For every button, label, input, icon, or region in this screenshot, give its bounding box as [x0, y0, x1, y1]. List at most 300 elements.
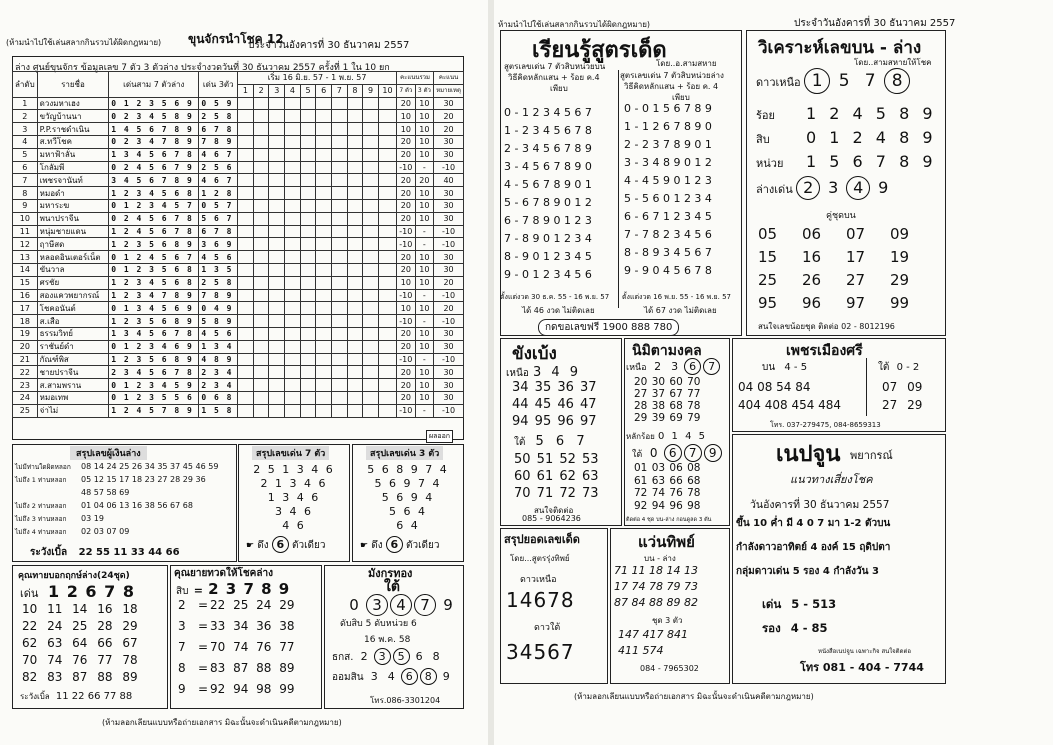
row-no: 9 — [13, 199, 38, 212]
row-c: 30 — [434, 340, 464, 353]
row-range-cell — [332, 161, 348, 174]
row-b: 10 — [415, 340, 434, 353]
row-range-cell — [300, 353, 316, 366]
row-range-cell — [269, 97, 285, 110]
nimit-top — [626, 358, 722, 375]
s7-line: 3 4 6 — [275, 505, 313, 518]
row-range-cell — [332, 123, 348, 136]
row-range-cell — [378, 199, 396, 212]
khangbeng-rows2 — [514, 452, 599, 503]
row-range-cell — [269, 391, 285, 404]
formula-left-row: 7 - 8 9 0 1 2 3 4 — [504, 232, 592, 245]
row-name: ศรชัย — [37, 276, 109, 289]
row-b: 10 — [415, 276, 434, 289]
range-col-9: 9 — [363, 84, 379, 97]
row-seven: 0 1 2 4 5 6 7 — [109, 251, 199, 264]
row-b: - — [415, 238, 434, 251]
row-range-cell — [269, 238, 285, 251]
row-range-cell — [363, 97, 379, 110]
row-three: 0 4 9 — [199, 302, 238, 315]
formula-right-foot2: ได้ 67 งวด ไม่ติดเลย — [644, 306, 717, 315]
row-range-cell — [253, 225, 269, 238]
row-range-cell — [363, 135, 379, 148]
prophecy-three-r2 — [332, 668, 456, 685]
row-b: 10 — [415, 302, 434, 315]
row-range-cell — [378, 238, 396, 251]
row-range-cell — [332, 353, 348, 366]
row-b: - — [415, 353, 434, 366]
pair: 99 — [890, 294, 910, 312]
row-a: 20 — [397, 379, 416, 392]
row-range-cell — [285, 135, 301, 148]
table-row — [13, 110, 464, 123]
prophecy-three-digits — [344, 594, 460, 616]
table-row — [13, 276, 464, 289]
row-a: 10 — [397, 276, 416, 289]
right-page — [494, 0, 1053, 745]
row-range-cell — [238, 340, 254, 353]
nimit-rows2 — [634, 462, 700, 512]
analysis-title: วิเคราะห์เลขบน - ล่าง — [758, 38, 922, 58]
formula-left-row: 1 - 2 3 4 5 6 7 8 — [504, 124, 592, 137]
row-range-cell — [300, 199, 316, 212]
s3-line: 5 6 4 — [389, 505, 427, 518]
s3-line: 6 4 — [396, 519, 420, 532]
row-range-cell — [300, 289, 316, 302]
row-range-cell — [285, 353, 301, 366]
row-range-cell — [316, 327, 332, 340]
row-b: 10 — [415, 97, 434, 110]
analysis-author: โดย..สามสหายให้โชค — [854, 58, 932, 67]
row-range-cell — [285, 289, 301, 302]
row-range-cell — [238, 174, 254, 187]
pair: 15 — [758, 248, 778, 266]
table-row — [13, 404, 464, 417]
nimit-row: 27 37 67 77 — [634, 388, 701, 400]
brand-title: ขุนจักรนำโชค 12 — [188, 32, 284, 46]
row-three: 7 8 9 — [199, 135, 238, 148]
summary-lines — [15, 462, 235, 540]
row-range-cell — [332, 187, 348, 200]
row-range-cell — [378, 263, 396, 276]
row-range-cell — [363, 161, 379, 174]
row-range-cell — [285, 97, 301, 110]
row-a: 20 — [397, 135, 416, 148]
analysis-row0 — [756, 68, 912, 94]
row-range-cell — [253, 135, 269, 148]
row-range-cell — [285, 391, 301, 404]
row-name: กัณฑ์พิส — [37, 353, 109, 366]
table-row — [13, 302, 464, 315]
pair: 95 — [758, 294, 778, 312]
row-three: 1 3 5 — [199, 263, 238, 276]
row-range-cell — [253, 315, 269, 328]
row-c: 20 — [434, 302, 464, 315]
row-no: 13 — [13, 251, 38, 264]
row-seven: 1 2 3 5 6 8 9 — [109, 238, 199, 251]
row-c: -10 — [434, 238, 464, 251]
row-b: 10 — [415, 187, 434, 200]
summary-three-lines — [352, 463, 464, 533]
pair: 07 — [846, 225, 866, 243]
analysis-pairs — [758, 224, 934, 316]
analysis-pairs-row — [758, 270, 934, 293]
row-range-cell — [253, 302, 269, 315]
nimit-low — [632, 444, 724, 462]
row-c: -10 — [434, 289, 464, 302]
prophecy-two-main — [176, 580, 290, 599]
nimit-row2: 61 63 66 68 — [634, 474, 701, 487]
row-range-cell — [238, 199, 254, 212]
col-three: เด่น 3ตัว — [199, 72, 238, 98]
range-col-6: 6 — [316, 84, 332, 97]
row-no: 14 — [13, 263, 38, 276]
row-seven: 1 2 3 4 5 6 8 — [109, 187, 199, 200]
row-a: -10 — [397, 225, 416, 238]
neptune-date: วันอังคารที่ 30 ธันวาคม 2557 — [750, 499, 890, 511]
row-b: - — [415, 161, 434, 174]
nimit-row: 29 39 69 79 — [634, 412, 701, 424]
row-range-cell — [253, 379, 269, 392]
col-range: เริ่ม 16 มิ.ย. 57 - 1 พ.ย. 57 — [238, 72, 397, 85]
neptune-phone: โทร 081 - 404 - 7744 — [800, 661, 924, 674]
row-range-cell — [316, 251, 332, 264]
p2-row-key: 7 — [178, 640, 186, 654]
analysis-row-values: 1 5 6 7 8 9 — [806, 152, 937, 171]
row-range-cell — [363, 199, 379, 212]
range-col-1: 1 — [238, 84, 254, 97]
row-range-cell — [253, 404, 269, 417]
table-row — [13, 135, 464, 148]
row-name: หมอดำ — [37, 187, 109, 200]
digit: 4 — [387, 670, 395, 683]
s7-pick-digit: 6 — [272, 536, 289, 553]
table-row — [13, 263, 464, 276]
row-range-cell — [238, 404, 254, 417]
p2-row-eq: = — [198, 682, 209, 696]
row-range-cell — [347, 391, 363, 404]
row-a: 20 — [397, 148, 416, 161]
row-range-cell — [285, 110, 301, 123]
p2-main-values: 2 3 7 8 9 — [208, 580, 291, 598]
row-name: จ่าไม่ — [37, 404, 109, 417]
row-a: -10 — [397, 238, 416, 251]
summary-line-label: ไม่มีท่านใดผิดหลอก — [15, 463, 71, 471]
row-range-cell — [253, 276, 269, 289]
row-range-cell — [285, 315, 301, 328]
row-range-cell — [269, 212, 285, 225]
row-range-cell — [300, 187, 316, 200]
row-range-cell — [285, 174, 301, 187]
row-range-cell — [332, 289, 348, 302]
p3-r1-label: ธกส. — [332, 652, 354, 663]
score-table-header: ล่าง ศูนย์ขุนจักร ข้อมูลเลข 7 ตัว 3 ตัวล่าง ประจำงวดวันที่ 30 ธันวาคม 2557 ครั้งที่ 1 ใน 10 ยก — [15, 63, 390, 73]
digit: 7 — [684, 444, 702, 462]
formula-right-row: 7 - 7 8 2 3 4 5 6 — [624, 228, 712, 241]
row-three: 4 6 7 — [199, 174, 238, 187]
row-b: 10 — [415, 391, 434, 404]
nimit-mid — [626, 430, 707, 443]
score-table — [12, 71, 464, 418]
summary-hot-label: ระวังเบิ้ล — [30, 547, 68, 558]
range-col-2: 2 — [253, 84, 269, 97]
row-c: 30 — [434, 327, 464, 340]
row-range-cell — [269, 110, 285, 123]
row-name: หลอดอินเตอร์เน็ต — [37, 251, 109, 264]
row-range-cell — [316, 123, 332, 136]
row-range-cell — [378, 135, 396, 148]
row-b: 10 — [415, 148, 434, 161]
summary-line — [15, 488, 235, 501]
row-range-cell — [285, 251, 301, 264]
row-seven: 0 1 2 3 5 6 9 — [109, 97, 199, 110]
row-range-cell — [300, 225, 316, 238]
row-range-cell — [253, 327, 269, 340]
prophecy-one-main — [20, 582, 135, 602]
row-no: 25 — [13, 404, 38, 417]
row-range-cell — [300, 404, 316, 417]
p2-row — [178, 682, 295, 703]
row-name: มหาระฆ — [37, 199, 109, 212]
summary-line-label: ไม่ถึง 3 ท่านหลอก — [15, 515, 67, 523]
formula-divider — [618, 70, 619, 308]
formula-right-row: 2 - 2 3 7 8 9 0 1 — [624, 138, 712, 151]
table-row — [13, 174, 464, 187]
row-range-cell — [285, 366, 301, 379]
digit: 2 — [654, 360, 662, 373]
row-range-cell — [378, 187, 396, 200]
row-range-cell — [316, 340, 332, 353]
formula-right-row: 6 - 6 7 1 2 3 4 5 — [624, 210, 712, 223]
row-name: สองแควพยากรณ์ — [37, 289, 109, 302]
analysis-row-values: 0 1 2 4 8 9 — [806, 128, 937, 147]
neptune-note: หนังสือเนปจูน เฉพาะกิจ สนใจติดต่อ — [818, 648, 911, 655]
p2-main-label: สิบ — [176, 586, 189, 597]
row-range-cell — [347, 148, 363, 161]
summary-line-value: 05 12 15 17 18 23 27 28 29 36 — [81, 475, 206, 484]
digit: 3 — [374, 648, 391, 665]
row-range-cell — [269, 148, 285, 161]
p3-r2-digits — [367, 672, 456, 683]
row-range-cell — [347, 366, 363, 379]
digit: 4 — [846, 176, 870, 200]
summary-three-title: สรุปเลขเด่น 3 ตัว — [366, 446, 443, 460]
row-range-cell — [332, 379, 348, 392]
c-line2-label: ใต้ — [514, 437, 526, 448]
s7-pick-tail: ตัวเดียว — [292, 540, 326, 551]
row-range-cell — [269, 123, 285, 136]
row-no: 4 — [13, 135, 38, 148]
formula-left-row: 5 - 6 7 8 9 0 1 2 — [504, 196, 592, 209]
row-a: -10 — [397, 161, 416, 174]
row-three: 5 6 7 — [199, 212, 238, 225]
row-range-cell — [253, 174, 269, 187]
row-range-cell — [269, 161, 285, 174]
row-range-cell — [378, 340, 396, 353]
row-no: 19 — [13, 327, 38, 340]
row-range-cell — [363, 315, 379, 328]
digit: 5 — [838, 71, 850, 91]
table-row — [13, 212, 464, 225]
row-range-cell — [238, 251, 254, 264]
p2-row-values: 22 25 24 29 — [210, 598, 295, 612]
formula-left-row: 3 - 4 5 6 7 8 9 0 — [504, 160, 592, 173]
digit: 3 — [828, 178, 839, 197]
row-range-cell — [300, 97, 316, 110]
row-range-cell — [316, 135, 332, 148]
phet-rows-top — [738, 380, 841, 416]
prophecy-one-rows — [22, 602, 138, 687]
khangbeng-foot: สนใจติดต่อ — [534, 506, 574, 515]
phet-row-low: 27 29 — [882, 398, 923, 412]
row-range-cell — [253, 123, 269, 136]
row-c: -10 — [434, 225, 464, 238]
row-c: 30 — [434, 263, 464, 276]
row-range-cell — [238, 97, 254, 110]
row-range-cell — [316, 225, 332, 238]
analysis-row-label: ร้อย — [756, 109, 775, 122]
digit: 2 — [796, 176, 820, 200]
row-no: 22 — [13, 366, 38, 379]
row-range-cell — [363, 391, 379, 404]
summary-hot-title: สรุปยอดเลขเด็ด — [504, 533, 580, 546]
row-range-cell — [316, 353, 332, 366]
row-range-cell — [238, 302, 254, 315]
khangbeng-row: 94 95 96 97 — [512, 414, 597, 429]
row-range-cell — [378, 110, 396, 123]
row-b: 10 — [415, 212, 434, 225]
row-range-cell — [253, 353, 269, 366]
row-seven: 0 1 2 3 5 6 8 — [109, 263, 199, 276]
row-range-cell — [347, 353, 363, 366]
summary-three-pick: ☛ ดึง 6 ตัวเดียว — [360, 538, 440, 551]
row-range-cell — [238, 148, 254, 161]
waentip-rows2 — [618, 628, 688, 660]
row-range-cell — [347, 212, 363, 225]
row-range-cell — [363, 225, 379, 238]
row-range-cell — [238, 225, 254, 238]
digit: 0 — [649, 446, 658, 460]
left-date: ประจำวันอังคารที่ 30 ธันวาคม 2557 — [248, 40, 410, 51]
s3-pick-tail: ตัวเดียว — [406, 540, 440, 551]
nimit-row2: 92 94 96 98 — [634, 499, 701, 512]
row-range-cell — [269, 366, 285, 379]
summary-line-label: ไม่ถึง 4 ท่านหลอก — [15, 528, 67, 536]
row-b: - — [415, 289, 434, 302]
row-range-cell — [269, 353, 285, 366]
prophecy-three-phone: โทร.086-3301204 — [370, 696, 441, 705]
row-name: โชคอนันต์ — [37, 302, 109, 315]
formula-right-desc1: สูตรเลขเด่น 7 ตัวสิบหน่วยล่าง — [620, 71, 724, 80]
row-no: 2 — [13, 110, 38, 123]
digit: 6 — [401, 668, 418, 685]
row-range-cell — [238, 353, 254, 366]
row-seven: 1 4 5 6 7 8 9 — [109, 123, 199, 136]
p2-row — [178, 661, 295, 682]
row-range-cell — [378, 174, 396, 187]
row-three: 0 5 9 — [199, 97, 238, 110]
nimit-row2: 01 03 06 08 — [634, 462, 701, 474]
waentip-sub: บน - ล่าง — [644, 554, 676, 563]
col-sub-total: 7 ตัว — [397, 84, 416, 97]
digit: 6 — [415, 650, 423, 663]
row-a: 20 — [397, 263, 416, 276]
row-a: 20 — [397, 327, 416, 340]
right-date: ประจำวันอังคารที่ 30 ธันวาคม 2557 — [794, 18, 956, 29]
row-range-cell — [269, 199, 285, 212]
row-seven: 1 3 4 5 6 7 8 — [109, 148, 199, 161]
formula-right-foot1: ตั้งแต่งวด 16 พ.ย. 55 - 16 พ.ย. 57 — [622, 293, 731, 301]
digit: 2 — [360, 650, 368, 663]
analysis-pairs-row — [758, 224, 934, 247]
neptune-title: เนปจูน — [776, 442, 841, 467]
row-no: 15 — [13, 276, 38, 289]
row-range-cell — [269, 379, 285, 392]
nimit-row2: 72 74 76 78 — [634, 487, 701, 499]
waentip-row2: 147 417 841 — [618, 628, 688, 641]
khangbeng-row: 34 35 36 37 — [512, 380, 597, 395]
row-range-cell — [378, 225, 396, 238]
row-no: 5 — [13, 148, 38, 161]
analysis-pairs-row — [758, 247, 934, 270]
row-range-cell — [378, 289, 396, 302]
row-name: หนุ่มชายแดน — [37, 225, 109, 238]
khangbeng-rows — [512, 380, 597, 431]
row-range-cell — [347, 379, 363, 392]
p2-row-values: 83 87 88 89 — [210, 661, 295, 675]
row-range-cell — [316, 366, 332, 379]
phet-top — [762, 360, 807, 375]
analysis-rows — [756, 104, 937, 176]
row-range-cell — [253, 161, 269, 174]
row-seven: 0 1 3 4 5 6 9 — [109, 302, 199, 315]
row-no: 23 — [13, 379, 38, 392]
pair: 25 — [758, 271, 778, 289]
row-range-cell — [316, 302, 332, 315]
summary-line-label: ไม่ถึง 1 ท่านหลอก — [15, 476, 67, 484]
row-c: 30 — [434, 391, 464, 404]
waentip-row: 17 74 78 79 73 — [614, 580, 698, 593]
analysis-row-values: 1 2 4 5 8 9 — [806, 104, 937, 123]
row-c: -10 — [434, 404, 464, 417]
row-no: 1 — [13, 97, 38, 110]
row-no: 7 — [13, 174, 38, 187]
row-range-cell — [378, 353, 396, 366]
table-row — [13, 161, 464, 174]
formula-right-row: 3 - 3 4 8 9 0 1 2 — [624, 156, 712, 169]
neptune-title2: พยากรณ์ — [850, 449, 893, 462]
col-no: ลำดับ — [13, 72, 38, 98]
row-range-cell — [253, 289, 269, 302]
row-c: 20 — [434, 276, 464, 289]
summary-line-value: 08 14 24 25 26 34 35 37 45 46 59 — [81, 462, 219, 471]
row-range-cell — [316, 315, 332, 328]
row-range-cell — [253, 212, 269, 225]
row-a: 20 — [397, 391, 416, 404]
row-seven: 1 2 3 5 6 8 9 — [109, 353, 199, 366]
left-bottom-notice: (ห้ามลอกเลียนแบบหรือถ่ายเอกสาร มิฉะนั้นจะดำเนินคดีตามกฎหมาย) — [102, 718, 342, 727]
range-col-5: 5 — [300, 84, 316, 97]
row-a: -10 — [397, 289, 416, 302]
d-top-digits — [650, 360, 722, 373]
neptune-line: กลุ่มดาวเด่น 5 รอง 4 กำลังวัน 3 — [736, 566, 879, 577]
row-range-cell — [300, 327, 316, 340]
range-col-4: 4 — [285, 84, 301, 97]
formula-right-row: 0 - 0 1 5 6 7 8 9 — [624, 102, 712, 115]
row-no: 3 — [13, 123, 38, 136]
phet-row-low: 07 09 — [882, 380, 923, 394]
p2-row-eq: = — [198, 598, 209, 612]
